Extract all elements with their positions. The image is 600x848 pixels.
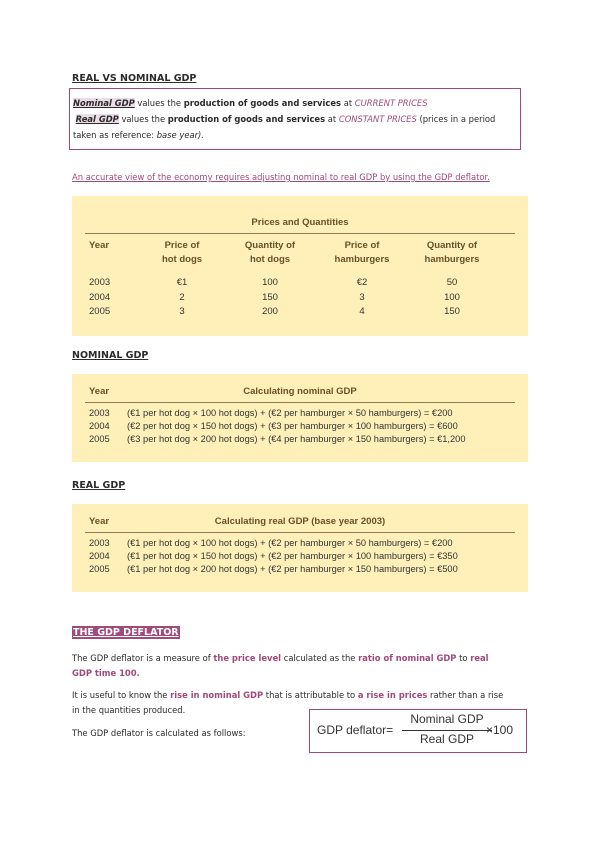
text: production of goods and services xyxy=(183,98,342,108)
nominal-gdp-term: Nominal GDP xyxy=(73,98,135,108)
real-definition-cont xyxy=(73,127,517,143)
table-cell: €1 xyxy=(176,277,188,288)
table-cell: €2 xyxy=(356,277,368,288)
formula-multiplier: ×100 xyxy=(486,723,514,737)
nominal-gdp-table xyxy=(72,374,528,462)
table-title: Calculating real GDP (base year 2003) xyxy=(214,516,386,527)
text: to xyxy=(456,653,471,663)
table-cell: 2004 xyxy=(89,292,111,303)
section-heading-nominal-gdp: NOMINAL GDP xyxy=(72,350,149,361)
col-header xyxy=(324,239,400,267)
year-cell: 2003 xyxy=(89,408,110,418)
text: hamburgers xyxy=(334,254,390,265)
real-gdp-table xyxy=(72,504,528,592)
year-cell: 2003 xyxy=(89,538,110,548)
year-header: Year xyxy=(89,516,110,527)
text: It is useful to know the xyxy=(72,690,171,700)
table-cell: 100 xyxy=(262,277,278,288)
text: GDP time 100. xyxy=(72,668,140,678)
text: at xyxy=(325,114,339,124)
formula-denominator: Real GDP xyxy=(419,732,475,746)
table-cell: 3 xyxy=(179,306,185,317)
real-gdp-term: Real GDP xyxy=(75,114,119,124)
text: a rise in prices xyxy=(357,690,428,700)
year-cell: 2005 xyxy=(89,434,110,444)
definitions-box xyxy=(69,88,521,150)
text: taken as reference: xyxy=(73,130,157,140)
table-cell: 50 xyxy=(446,277,458,288)
text: hot dogs xyxy=(161,254,203,265)
text: The GDP deflator is a measure of xyxy=(72,653,214,663)
text: the price level xyxy=(213,653,282,663)
text: that is attributable to xyxy=(263,690,358,700)
deflator-definition xyxy=(72,651,532,681)
table-title: Prices and Quantities xyxy=(251,217,349,228)
section-heading-gdp-deflator: THE GDP DEFLATOR xyxy=(73,627,179,638)
text: hamburgers xyxy=(424,254,480,265)
calc-cell: (€1 per hot dog × 150 hot dogs) + (€2 per hamburger × 100 hamburgers) = €350 xyxy=(127,551,458,561)
gdp-deflator-formula xyxy=(309,709,527,753)
text: base year). xyxy=(156,130,204,140)
prices-quantities-table xyxy=(72,196,528,336)
accurate-view-note: An accurate view of the economy requires adjusting nominal to real GDP by using the GDP deflator. xyxy=(72,172,490,182)
table-title: Calculating nominal GDP xyxy=(243,386,357,397)
table-cell: 100 xyxy=(444,292,460,303)
table-cell: 150 xyxy=(262,292,278,303)
text: ratio of nominal GDP xyxy=(358,653,457,663)
col-header xyxy=(147,239,217,267)
table-cell: 150 xyxy=(444,306,460,317)
text: in the quantities produced. xyxy=(72,705,186,715)
fraction-bar xyxy=(402,730,492,731)
text: values the xyxy=(134,98,184,108)
text: production of goods and services xyxy=(167,114,326,124)
col-header xyxy=(414,239,490,267)
table-cell: 4 xyxy=(359,306,365,317)
divider xyxy=(85,402,515,403)
formula-numerator: Nominal GDP xyxy=(410,712,484,726)
calc-cell: (€1 per hot dog × 100 hot dogs) + (€2 per hamburger × 50 hamburgers) = €200 xyxy=(127,408,453,418)
section-heading-real-gdp: REAL GDP xyxy=(72,480,126,491)
formula-lhs: GDP deflator= xyxy=(317,723,394,737)
text: Quantity of xyxy=(244,240,296,251)
text: Year xyxy=(89,240,110,251)
nominal-definition xyxy=(73,95,517,111)
text: Price of xyxy=(164,240,200,251)
year-cell: 2005 xyxy=(89,564,110,574)
calc-cell: (€2 per hot dog × 150 hot dogs) + (€3 per hamburger × 100 hamburgers) = €600 xyxy=(127,421,458,431)
text: values the xyxy=(118,114,168,124)
text: real xyxy=(470,653,489,663)
table-cell: 2003 xyxy=(89,277,111,288)
table-cell: 200 xyxy=(262,306,278,317)
calc-cell: (€3 per hot dog × 200 hot dogs) + (€4 per hamburger × 150 hamburgers) = €1,200 xyxy=(127,434,466,444)
text: Quantity of xyxy=(426,240,478,251)
year-cell: 2004 xyxy=(89,421,110,431)
text: hot dogs xyxy=(249,254,291,265)
text: rise in nominal GDP xyxy=(170,690,264,700)
table-cell: 2005 xyxy=(89,306,111,317)
deflator-calc-intro: The GDP deflator is calculated as follows: xyxy=(72,728,246,738)
text: rather than a rise xyxy=(427,690,504,700)
section-heading-real-vs-nominal: REAL VS NOMINAL GDP xyxy=(72,73,197,84)
text: (prices in a period xyxy=(416,114,496,124)
current-prices: CURRENT PRICES xyxy=(354,98,428,108)
calc-cell: (€1 per hot dog × 200 hot dogs) + (€2 per hamburger × 150 hamburgers) = €500 xyxy=(127,564,458,574)
col-header xyxy=(89,239,109,253)
constant-prices: CONSTANT PRICES xyxy=(338,114,417,124)
text: at xyxy=(341,98,355,108)
divider xyxy=(85,532,515,533)
text: Price of xyxy=(344,240,380,251)
text: calculated as the xyxy=(281,653,359,663)
table-cell: 2 xyxy=(179,292,185,303)
real-definition xyxy=(73,111,517,127)
divider xyxy=(85,233,515,234)
col-header xyxy=(235,239,305,267)
year-cell: 2004 xyxy=(89,551,110,561)
year-header: Year xyxy=(89,386,110,397)
table-cell: 3 xyxy=(359,292,365,303)
calc-cell: (€1 per hot dog × 100 hot dogs) + (€2 per hamburger × 50 hamburgers) = €200 xyxy=(127,538,453,548)
